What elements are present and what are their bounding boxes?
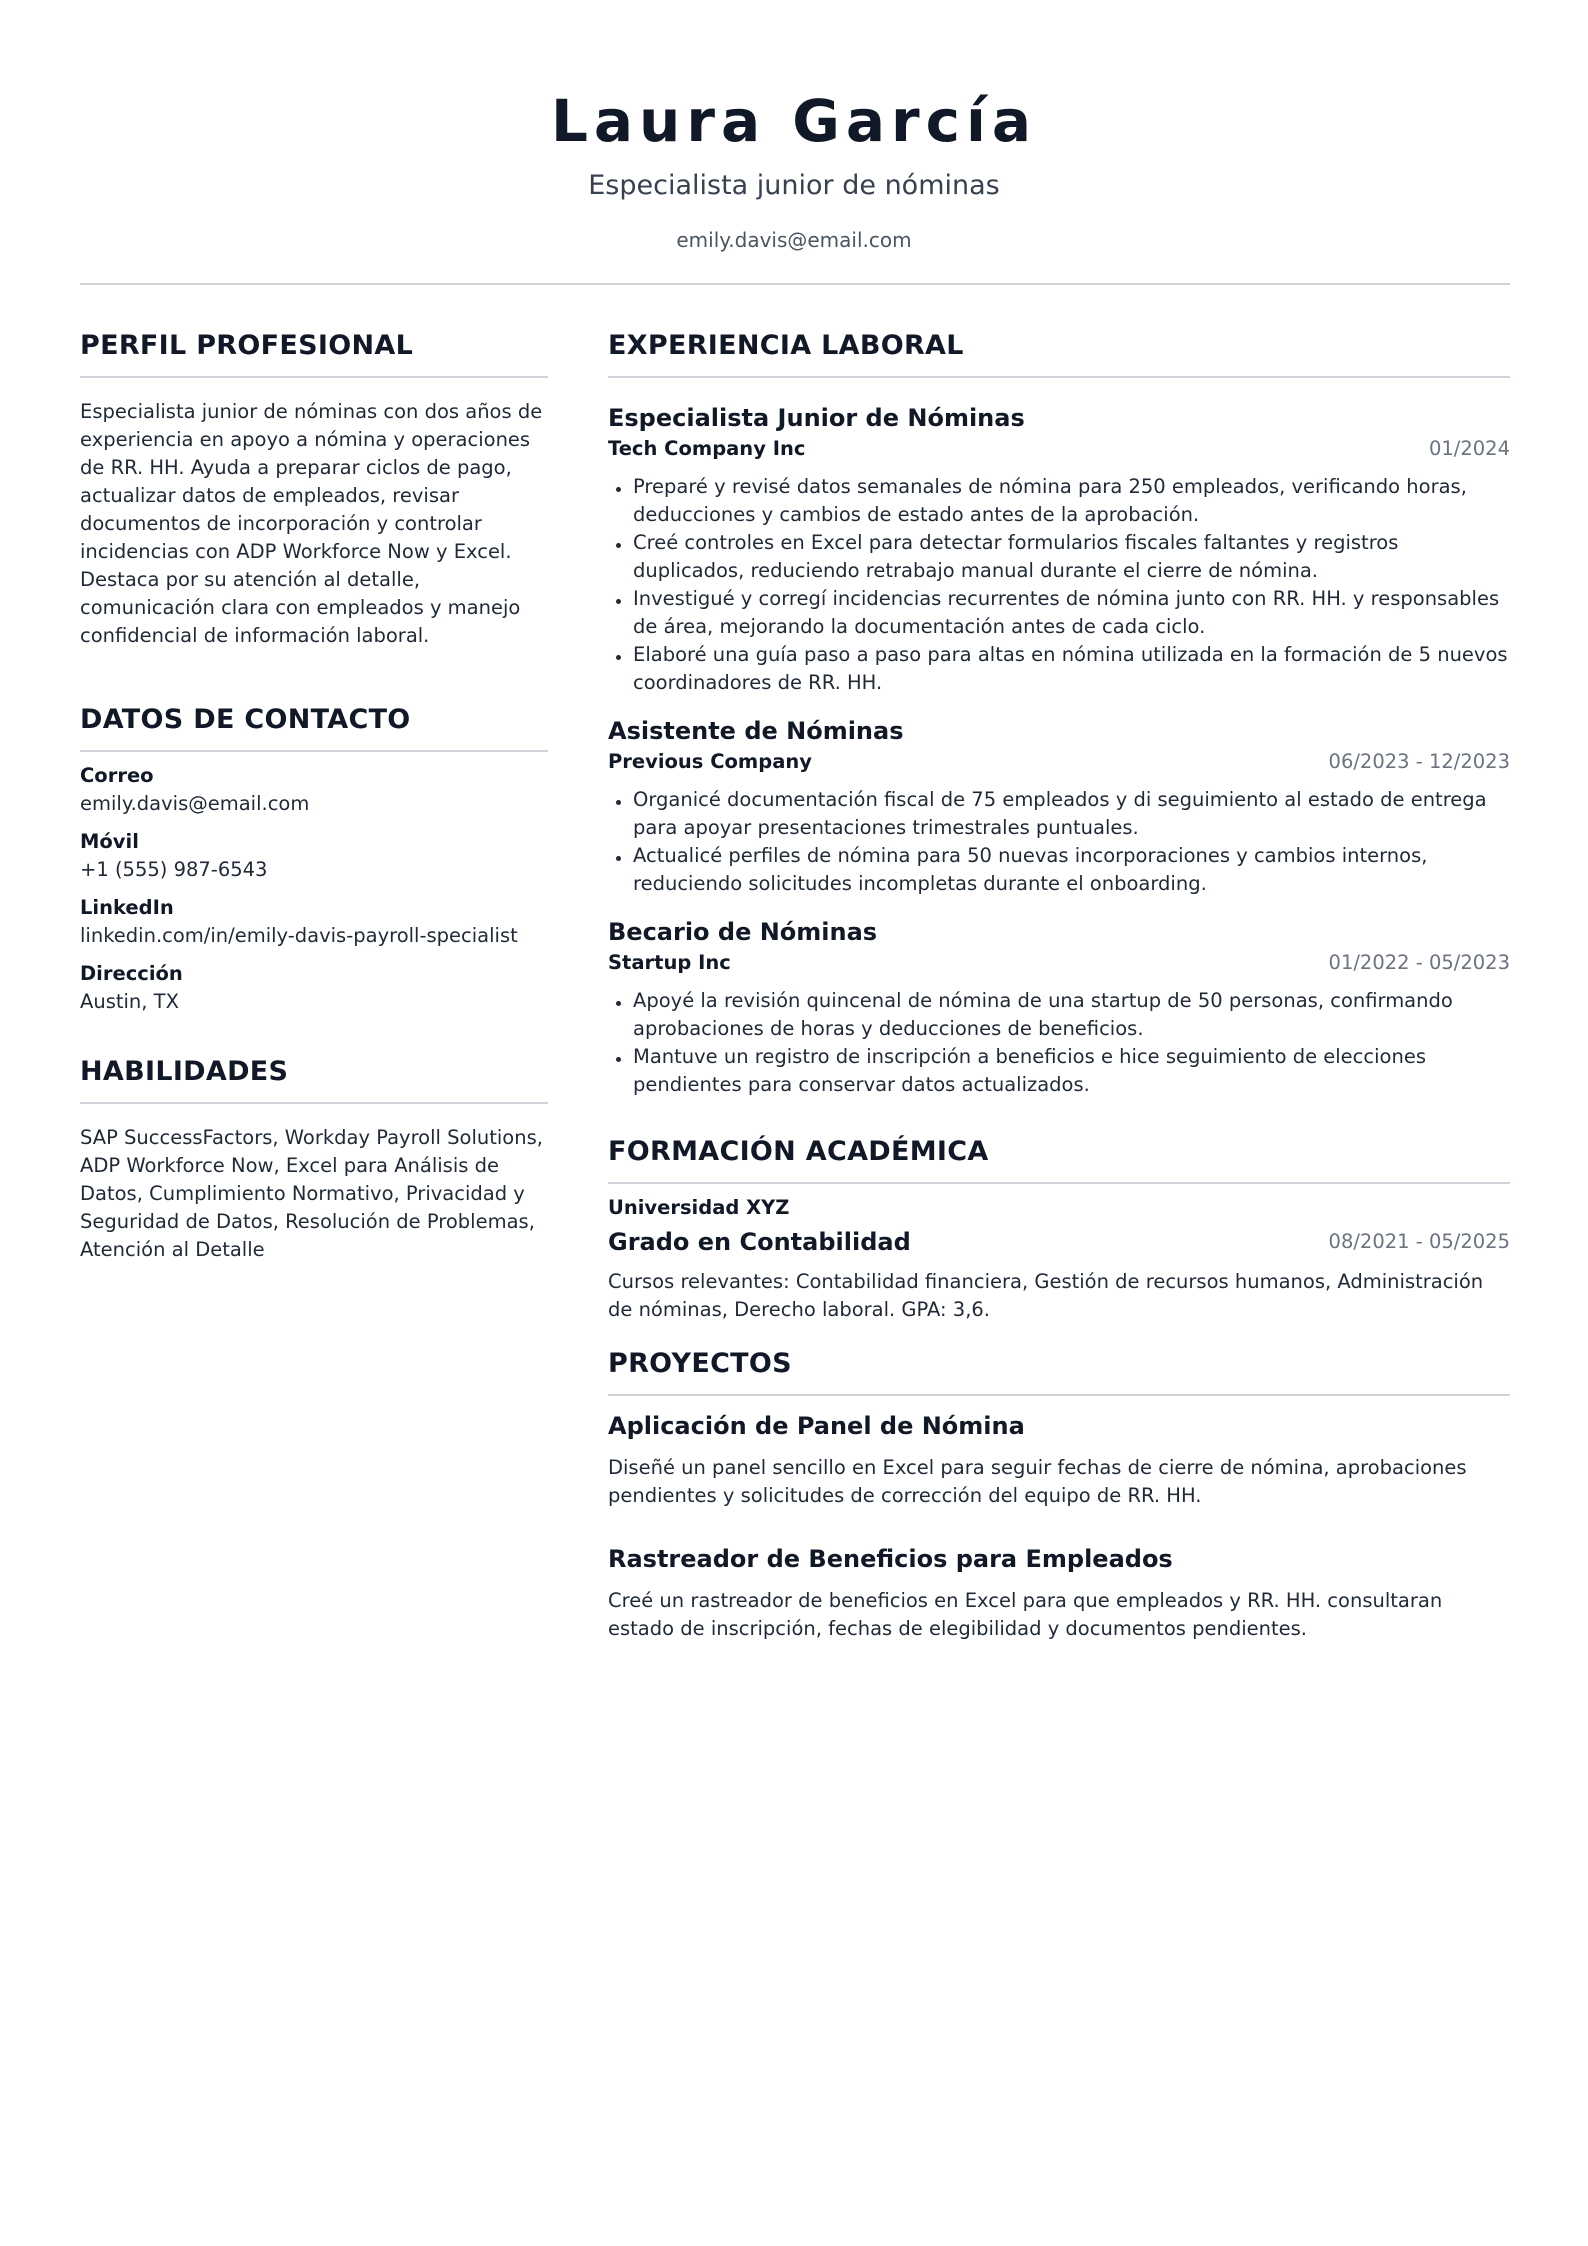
job-company: Tech Company Inc	[608, 437, 806, 460]
job-dates: 06/2023 - 12/2023	[1328, 750, 1510, 773]
bullet-item: Apoyé la revisión quincenal de nómina de una startup de 50 personas, confirmando aprobaciones de horas y deducciones de beneficios.	[608, 987, 1510, 1043]
bullet-item: Actualicé perfiles de nómina para 50 nuevas incorporaciones y cambios internos, reduciendo solicitudes incompletas durante el onboarding.	[608, 842, 1510, 898]
job-title: Especialista Junior de Nóminas	[608, 404, 1025, 432]
contact-value-mobile[interactable]: +1 (555) 987-6543	[80, 858, 268, 881]
bullet-item: Creé controles en Excel para detectar formularios fiscales faltantes y registros duplicados, reduciendo retrabajo manual durante el cierre de nómina.	[608, 529, 1510, 585]
bullet-item: Elaboré una guía paso a paso para altas en nómina utilizada en la formación de 5 nuevos coordinadores de RR. HH.	[608, 641, 1510, 697]
experience-heading: EXPERIENCIA LABORAL	[608, 328, 1510, 378]
bullet-item: Organicé documentación fiscal de 75 empleados y di seguimiento al estado de entrega para apoyar presentaciones trimestrales puntuales.	[608, 786, 1510, 842]
education-degree: Grado en Contabilidad	[608, 1228, 911, 1256]
header-divider	[80, 283, 1510, 285]
contact-label-email: Correo	[80, 764, 154, 787]
profile-text: Especialista junior de nóminas con dos años de experiencia en apoyo a nómina y operaciones de RR. HH. Ayuda a preparar ciclos de pago, actualizar datos de empleados, revisar documentos de incorporación y controlar incidencias con ADP Workforce Now y Excel. Destaca por su atención al detalle, comunicación clara con empleados y manejo confidencial de información laboral.	[80, 400, 543, 647]
project-text: Diseñé un panel sencillo en Excel para seguir fechas de cierre de nómina, aprobaciones pendientes y solicitudes de corrección del equipo de RR. HH.	[608, 1456, 1467, 1507]
job-bullets	[608, 473, 1510, 697]
contact-value-linkedin[interactable]: linkedin.com/in/emily-davis-payroll-specialist	[80, 924, 518, 947]
project-text: Creé un rastreador de beneficios en Excel para que empleados y RR. HH. consultaran estado de inscripción, fechas de elegibilidad y documentos pendientes.	[608, 1589, 1443, 1640]
contact-label-mobile: Móvil	[80, 830, 139, 853]
education-text: Cursos relevantes: Contabilidad financiera, Gestión de recursos humanos, Administración de nóminas, Derecho laboral. GPA: 3,6.	[608, 1270, 1484, 1321]
bullet-item: Mantuve un registro de inscripción a beneficios e hice seguimiento de elecciones pendientes para conservar datos actualizados.	[608, 1043, 1510, 1099]
bullet-item: Preparé y revisé datos semanales de nómina para 250 empleados, verificando horas, deducciones y cambios de estado antes de la aprobación.	[608, 473, 1510, 529]
job-dates: 01/2022 - 05/2023	[1328, 951, 1510, 974]
education-heading: FORMACIÓN ACADÉMICA	[608, 1134, 1510, 1184]
job-title: Becario de Nóminas	[608, 918, 878, 946]
job-bullets	[608, 786, 1510, 898]
job-company: Startup Inc	[608, 951, 731, 974]
header-email[interactable]: emily.davis@email.com	[676, 228, 912, 252]
job-dates: 01/2024	[1428, 437, 1510, 460]
project-title: Rastreador de Beneficios para Empleados	[608, 1545, 1173, 1573]
candidate-title: Especialista junior de nóminas	[588, 170, 1000, 201]
contact-label-linkedin: LinkedIn	[80, 896, 174, 919]
projects-heading: PROYECTOS	[608, 1346, 1510, 1396]
contact-value-address: Austin, TX	[80, 990, 179, 1013]
profile-heading: PERFIL PROFESIONAL	[80, 328, 548, 378]
job-title: Asistente de Nóminas	[608, 717, 904, 745]
education-dates: 08/2021 - 05/2025	[1328, 1230, 1510, 1253]
project-title: Aplicación de Panel de Nómina	[608, 1412, 1025, 1440]
contact-heading: DATOS DE CONTACTO	[80, 702, 548, 752]
candidate-name: Laura García	[550, 87, 1038, 155]
bullet-item: Investigué y corregí incidencias recurrentes de nómina junto con RR. HH. y responsables de área, mejorando la documentación antes de cada ciclo.	[608, 585, 1510, 641]
contact-label-address: Dirección	[80, 962, 183, 985]
job-company: Previous Company	[608, 750, 812, 773]
education-school: Universidad XYZ	[608, 1196, 790, 1219]
job-bullets	[608, 987, 1510, 1099]
skills-heading: HABILIDADES	[80, 1054, 548, 1104]
skills-text: SAP SuccessFactors, Workday Payroll Solutions, ADP Workforce Now, Excel para Análisis de Datos, Cumplimiento Normativo, Privacidad y Seguridad de Datos, Resolución de Problemas, Atención al Detalle	[80, 1126, 543, 1261]
contact-value-email[interactable]: emily.davis@email.com	[80, 792, 310, 815]
